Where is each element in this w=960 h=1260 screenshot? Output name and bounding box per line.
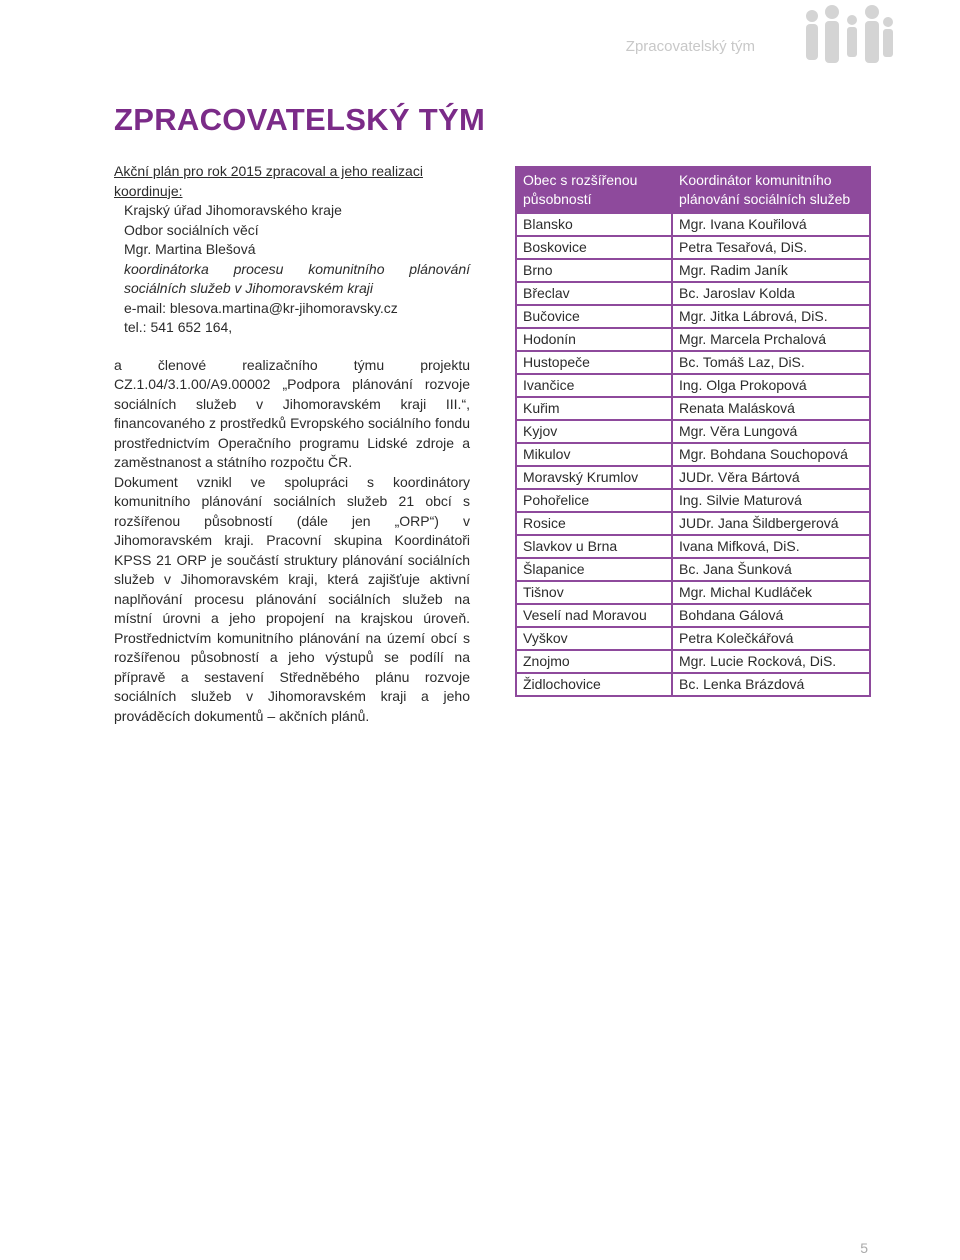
municipality-cell: Blansko	[516, 213, 672, 236]
running-header-title: Zpracovatelský tým	[625, 38, 755, 55]
coordinator-cell: Mgr. Michal Kudláček	[672, 581, 870, 604]
municipality-cell: Pohořelice	[516, 489, 672, 512]
table-row	[516, 627, 870, 650]
coordinator-cell: Mgr. Radim Janík	[672, 259, 870, 282]
municipality-cell: Mikulov	[516, 443, 672, 466]
coordinator-cell: Mgr. Věra Lungová	[672, 420, 870, 443]
table-row	[516, 581, 870, 604]
municipality-cell: Boskovice	[516, 236, 672, 259]
coordinator-cell: Mgr. Ivana Kouřilová	[672, 213, 870, 236]
intro-heading: Akční plán pro rok 2015 zpracoval a jeho realizaci koordinuje:	[114, 163, 423, 199]
coordinator-cell: Mgr. Lucie Rocková, DiS.	[672, 650, 870, 673]
table-row	[516, 466, 870, 489]
contact-block	[114, 201, 470, 338]
municipality-cell: Šlapanice	[516, 558, 672, 581]
contact-email: e-mail: blesova.martina@kr-jihomoravsky.cz	[124, 299, 398, 316]
municipality-cell: Bučovice	[516, 305, 672, 328]
municipality-cell: Slavkov u Brna	[516, 535, 672, 558]
table-header-row	[516, 167, 870, 213]
coordinator-cell: Petra Tesařová, DiS.	[672, 236, 870, 259]
family-people-icon	[798, 0, 894, 66]
table-row	[516, 259, 870, 282]
municipality-cell: Tišnov	[516, 581, 672, 604]
coordinator-cell: Bohdana Gálová	[672, 604, 870, 627]
table-row	[516, 650, 870, 673]
coordinator-cell: Bc. Jana Šunková	[672, 558, 870, 581]
coordinator-cell: JUDr. Věra Bártová	[672, 466, 870, 489]
department-name: Odbor sociálních věcí	[124, 221, 259, 238]
table-row	[516, 558, 870, 581]
municipality-cell: Hustopeče	[516, 351, 672, 374]
municipality-cell: Břeclav	[516, 282, 672, 305]
table-row	[516, 328, 870, 351]
coordinator-cell: JUDr. Jana Šildbergerová	[672, 512, 870, 535]
municipality-cell: Kuřim	[516, 397, 672, 420]
text-column	[114, 162, 470, 726]
table-row	[516, 305, 870, 328]
coordinator-cell: Ing. Silvie Maturová	[672, 489, 870, 512]
coordinator-role: koordinátorka procesu komunitního plánování sociálních služeb v Jihomoravském kraji	[124, 260, 470, 296]
coordinator-cell: Renata Malásková	[672, 397, 870, 420]
coordinator-cell: Bc. Jaroslav Kolda	[672, 282, 870, 305]
municipality-cell: Vyškov	[516, 627, 672, 650]
table-row	[516, 673, 870, 696]
table-row	[516, 397, 870, 420]
coordinator-cell: Petra Kolečkářová	[672, 627, 870, 650]
table-row	[516, 351, 870, 374]
coordinator-cell: Bc. Lenka Brázdová	[672, 673, 870, 696]
table-row	[516, 604, 870, 627]
municipality-cell: Moravský Krumlov	[516, 466, 672, 489]
coordinator-cell: Mgr. Bohdana Souchopová	[672, 443, 870, 466]
coordinator-cell: Ivana Mifková, DiS.	[672, 535, 870, 558]
table-row	[516, 489, 870, 512]
cooperation-paragraph: Dokument vznikl ve spolupráci s koordinátory komunitního plánování sociálních služeb 21 obcí s rozšířenou působností (dále jen „ORP“) v Jihomoravském kraji. Pracovní skupina Koordinátoři KPSS 21 ORP je součástí struktury plánování sociálních služeb v Jihomoravském kraji, která zajišťuje aktivní naplňování procesu plánování sociálních služeb na místní úrovni a jeho propojení na krajskou úroveň. Prostřednictvím komunitního plánování na území obcí s rozšířenou působností a jeho výstupů se podílí na přípravě a sestavení Středněbého plánu rozvoje sociálních služeb v Jihomoravském kraji a jeho prováděcích dokumentů – akčních plánů.	[114, 473, 470, 724]
contact-phone: tel.: 541 652 164,	[124, 319, 233, 335]
column-header-municipality: Obec s rozšířenou působností	[516, 167, 672, 213]
municipality-cell: Ivančice	[516, 374, 672, 397]
table-row	[516, 535, 870, 558]
coordinator-cell: Mgr. Jitka Lábrová, DiS.	[672, 305, 870, 328]
organization-name: Krajský úřad Jihomoravského kraje	[124, 202, 342, 218]
municipality-cell: Židlochovice	[516, 673, 672, 696]
municipality-cell: Brno	[516, 259, 672, 282]
table-row	[516, 374, 870, 397]
page-title: ZPRACOVATELSKÝ TÝM	[114, 102, 486, 137]
table-row	[516, 236, 870, 259]
municipality-cell: Hodonín	[516, 328, 672, 351]
municipality-cell: Znojmo	[516, 650, 672, 673]
table-row	[516, 443, 870, 466]
municipality-cell: Veselí nad Moravou	[516, 604, 672, 627]
table-row	[516, 512, 870, 535]
coordinators-table	[515, 166, 871, 697]
table-row	[516, 282, 870, 305]
coordinator-cell: Bc. Tomáš Laz, DiS.	[672, 351, 870, 374]
municipality-cell: Kyjov	[516, 420, 672, 443]
table-row	[516, 420, 870, 443]
page-number: 5	[860, 1240, 868, 1256]
coordinator-name: Mgr. Martina Blešová	[124, 241, 256, 257]
coordinator-cell: Mgr. Marcela Prchalová	[672, 328, 870, 351]
project-paragraph: a členové realizačního týmu projektu CZ.1.04/3.1.00/A9.00002 „Podpora plánování rozvoje sociálních služeb v Jihomoravském kraji III.“, financovaného z prostředků Evropského sociálního fondu prostřednictvím Operačního programu Lidské zdroje a zaměstnanost a státního rozpočtu ČR.	[114, 356, 470, 470]
column-header-coordinator: Koordinátor komunitního plánování sociálních služeb	[672, 167, 870, 213]
coordinator-cell: Ing. Olga Prokopová	[672, 374, 870, 397]
municipality-cell: Rosice	[516, 512, 672, 535]
table-row	[516, 213, 870, 236]
